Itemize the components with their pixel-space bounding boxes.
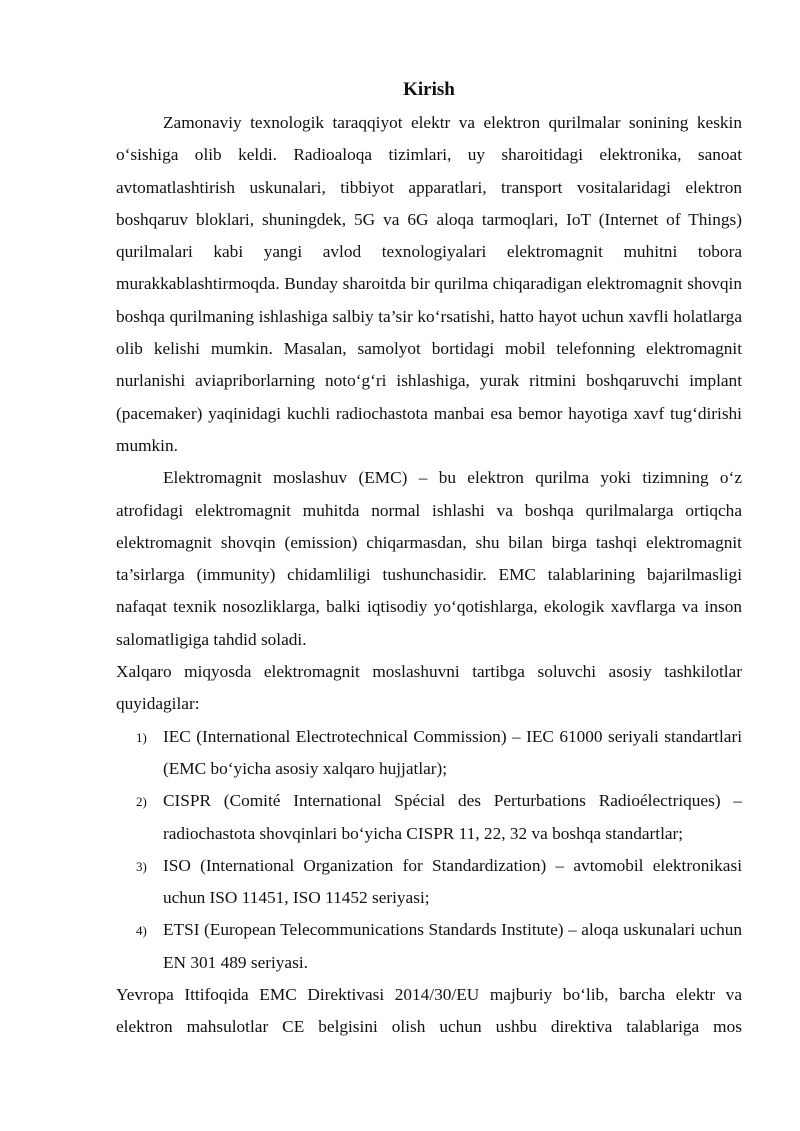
emc-definition-paragraph: Elektromagnit moslashuv (EMC) – bu elektron qurilma yoki tizimning o‘z atrofidagi elektromagnit muhitda normal ishlashi va boshqa qurilmalarga ortiqcha elektromagnit shovqin (emission) chiqarmasdan, shu bilan birga tashqi elektromagnit ta’sirlarga (immunity) chidamliligi tushunchasidir. EMC talablarining bajarilmasligi nafaqat texnik nosozliklarga, balki iqtisodiy yo‘qotishlarga, ekologik xavflarga va inson salomatligiga tahdid soladi. <box>116 468 742 649</box>
list-item-text: ETSI (European Telecommunications Standards Institute) – aloqa uskunalari uchun EN 301 489 seriyasi. <box>163 920 742 972</box>
eu-directive-paragraph: Yevropa Ittifoqida EMC Direktivasi 2014/30/EU majburiy bo‘lib, barcha elektr va elektron mahsulotlar CE belgisini olish uchun ushbu direktiva talablariga mos <box>116 985 742 1037</box>
list-item-text: IEC (International Electrotechnical Commission) – IEC 61000 seriyali standartlari (EMC bo‘yicha asosiy xalqaro hujjatlar); <box>163 726 742 778</box>
list-item-text: CISPR (Comité International Spécial des Perturbations Radioélectriques) – radiochastota shovqinlari bo‘yicha CISPR 11, 22, 32 va boshqa standartlar; <box>163 791 742 843</box>
list-item <box>116 785 742 850</box>
list-item-text: ISO (International Organization for Standardization) – avtomobil elektronikasi uchun ISO 11451, ISO 11452 seriyasi; <box>163 855 742 908</box>
list-item-number: 1) <box>136 729 147 745</box>
organizations-list <box>116 721 742 979</box>
list-item-number: 4) <box>136 923 147 939</box>
list-item <box>116 850 742 915</box>
intro-paragraph: Zamonaviy texnologik taraqqiyot elektr va elektron qurilmalar sonining keskin o‘sishiga olib keldi. Radioaloqa tizimlari, uy sharoitidagi elektronika, sanoat avtomatlashtirish uskunalari, tibbiyot apparatlari, transport vositalaridagi elektron boshqaruv bloklari, shuningdek, 5G va 6G aloqa tarmoqlari, IoT (Internet of Things) qurilmalari kabi yangi avlod texnologiyalari elektromagnit muhitni tobora murakkablashtirmoqda. Bunday sharoitda bir qurilma chiqaradigan elektromagnit shovqin boshqa qurilmaning ishlashiga salbiy ta’sir ko‘rsatishi, hatto hayot uchun xavfli holatlarga olib kelishi mumkin. Masalan, samolyot bortidagi mobil telefonning elektromagnit nurlanishi aviapriborlarning noto‘g‘ri ishlashiga, yurak ritmini boshqaruvchi implant (pacemaker) yaqinidagi kuchli radiochastota manbai esa bemor hayotiga xavf tug‘dirishi mumkin. <box>116 113 742 455</box>
document-page <box>116 74 742 1044</box>
page-title: Kirish <box>403 79 455 100</box>
list-item-number: 2) <box>136 794 147 810</box>
list-item-number: 3) <box>136 858 147 874</box>
list-item <box>116 721 742 786</box>
list-item <box>116 914 742 979</box>
organizations-intro-paragraph: Xalqaro miqyosda elektromagnit moslashuvni tartibga soluvchi asosiy tashkilotlar quyidagilar: <box>116 662 742 714</box>
